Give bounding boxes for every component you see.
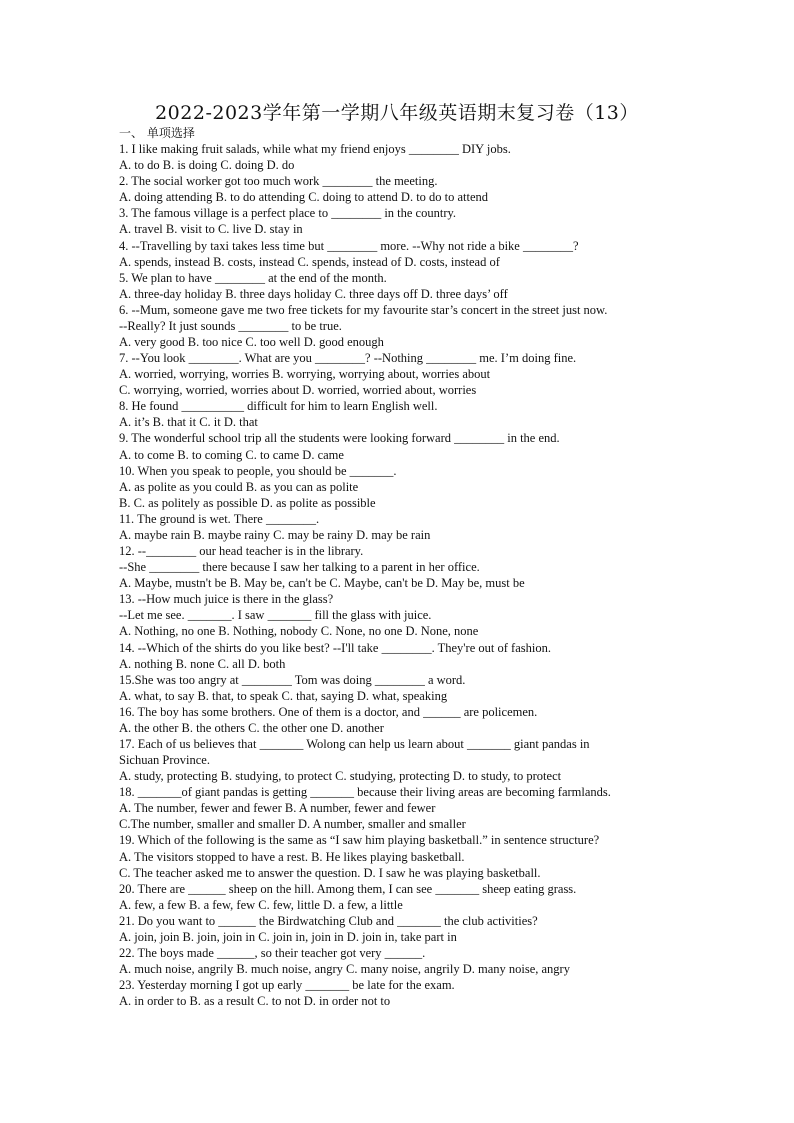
question-line: A. to come B. to coming C. to came D. came [119,447,344,462]
question-line: A. three-day holiday B. three days holiday C. three days off D. three days’ off [119,286,508,301]
question-line: A. in order to B. as a result C. to not D. in order not to [119,994,391,1009]
question-line: 14. --Which of the shirts do you like best? --I'll take ________. They're out of fashion. [119,640,551,655]
question-line: 1. I like making fruit salads, while what my friend enjoys ________ DIY jobs. [119,142,511,157]
question-line: 15.She was too angry at ________ Tom was doing ________ a word. [119,672,466,687]
question-line: A. nothing B. none C. all D. both [119,656,286,671]
question-line: A. to do B. is doing C. doing D. do [119,158,295,173]
question-line: 17. Each of us believes that _______ Wolong can help us learn about _______ giant pandas in [119,736,590,751]
question-line: A. doing attending B. to do attending C. doing to attend D. to do to attend [119,190,489,205]
question-line: A. as polite as you could B. as you can as polite [119,479,359,494]
question-line: A. maybe rain B. maybe rainy C. may be rainy D. may be rain [119,527,431,542]
question-list [119,125,677,1009]
question-line: A. few, a few B. a few, few C. few, little D. a few, a little [119,897,403,912]
question-line: 12. --________ our head teacher is in the library. [119,544,364,559]
question-line: 10. When you speak to people, you should be _______. [119,463,397,478]
question-line: 7. --You look ________. What are you ________? --Nothing ________ me. I’m doing fine. [119,351,577,366]
question-line: A. The visitors stopped to have a rest. B. He likes playing basketball. [119,849,465,864]
question-line: A. The number, fewer and fewer B. A number, fewer and fewer [119,801,436,816]
question-line: C.The number, smaller and smaller D. A number, smaller and smaller [119,817,466,832]
question-line: A. Maybe, mustn't be B. May be, can't be C. Maybe, can't be D. May be, must be [119,576,525,591]
question-line: A. study, protecting B. studying, to protect C. studying, protecting D. to study, to protect [119,769,562,784]
question-line: 11. The ground is wet. There ________. [119,511,320,526]
question-line: A. very good B. too nice C. too well D. good enough [119,335,384,350]
question-line: A. join, join B. join, join in C. join in, join in D. join in, take part in [119,929,457,944]
question-line: 4. --Travelling by taxi takes less time but ________ more. --Why not ride a bike ________? [119,238,579,253]
question-line: A. the other B. the others C. the other one D. another [119,720,384,735]
question-line: 3. The famous village is a perfect place to ________ in the country. [119,206,457,221]
question-line: A. it’s B. that it C. it D. that [119,415,258,430]
question-line: 2. The social worker got too much work ________ the meeting. [119,174,438,189]
question-line: --She ________ there because I saw her talking to a parent in her office. [119,560,480,575]
question-line: 22. The boys made ______, so their teacher got very ______. [119,945,426,960]
question-line: 8. He found __________ difficult for him to learn English well. [119,399,438,414]
question-line: 16. The boy has some brothers. One of them is a doctor, and ______ are policemen. [119,704,538,719]
question-line: 6. --Mum, someone gave me two free tickets for my favourite star’s concert in the street just now. [119,302,608,317]
question-line: 21. Do you want to ______ the Birdwatching Club and _______ the club activities? [119,913,538,928]
question-line: 20. There are ______ sheep on the hill. Among them, I can see _______ sheep eating grass. [119,881,577,896]
question-line: 18. _______of giant pandas is getting _______ because their living areas are becoming farmlands. [119,785,611,800]
question-line: A. much noise, angrily B. much noise, angry C. many noise, angrily D. many noise, angry [119,962,570,977]
question-line: A. worried, worrying, worries B. worrying, worrying about, worries about [119,367,491,382]
question-line: C. worrying, worried, worries about D. worried, worried about, worries [119,383,477,398]
question-line: --Let me see. _______. I saw _______ fill the glass with juice. [119,608,432,623]
question-lines [119,141,677,1009]
question-line: 23. Yesterday morning I got up early _______ be late for the exam. [119,978,455,993]
question-line: Sichuan Province. [119,753,210,768]
question-line: B. C. as politely as possible D. as polite as possible [119,495,376,510]
question-line: 13. --How much juice is there in the glass? [119,592,334,607]
question-line: A. what, to say B. that, to speak C. that, saying D. what, speaking [119,688,448,703]
question-line: --Really? It just sounds ________ to be true. [119,318,342,333]
question-line: 19. Which of the following is the same as “I saw him playing basketball.” in sentence structure? [119,833,600,848]
question-line: A. spends, instead B. costs, instead C. spends, instead of D. costs, instead of [119,254,500,269]
question-line: A. travel B. visit to C. live D. stay in [119,222,303,237]
question-line: A. Nothing, no one B. Nothing, nobody C. None, no one D. None, none [119,624,479,639]
question-line: 9. The wonderful school trip all the students were looking forward ________ in the end. [119,431,560,446]
page-title: 2022-2023学年第一学期八年级英语期末复习卷（13） [155,102,639,124]
question-line: C. The teacher asked me to answer the question. D. I saw he was playing basketball. [119,865,541,880]
section-heading: 一、 单项选择 [119,126,195,140]
question-line: 5. We plan to have ________ at the end of the month. [119,270,387,285]
